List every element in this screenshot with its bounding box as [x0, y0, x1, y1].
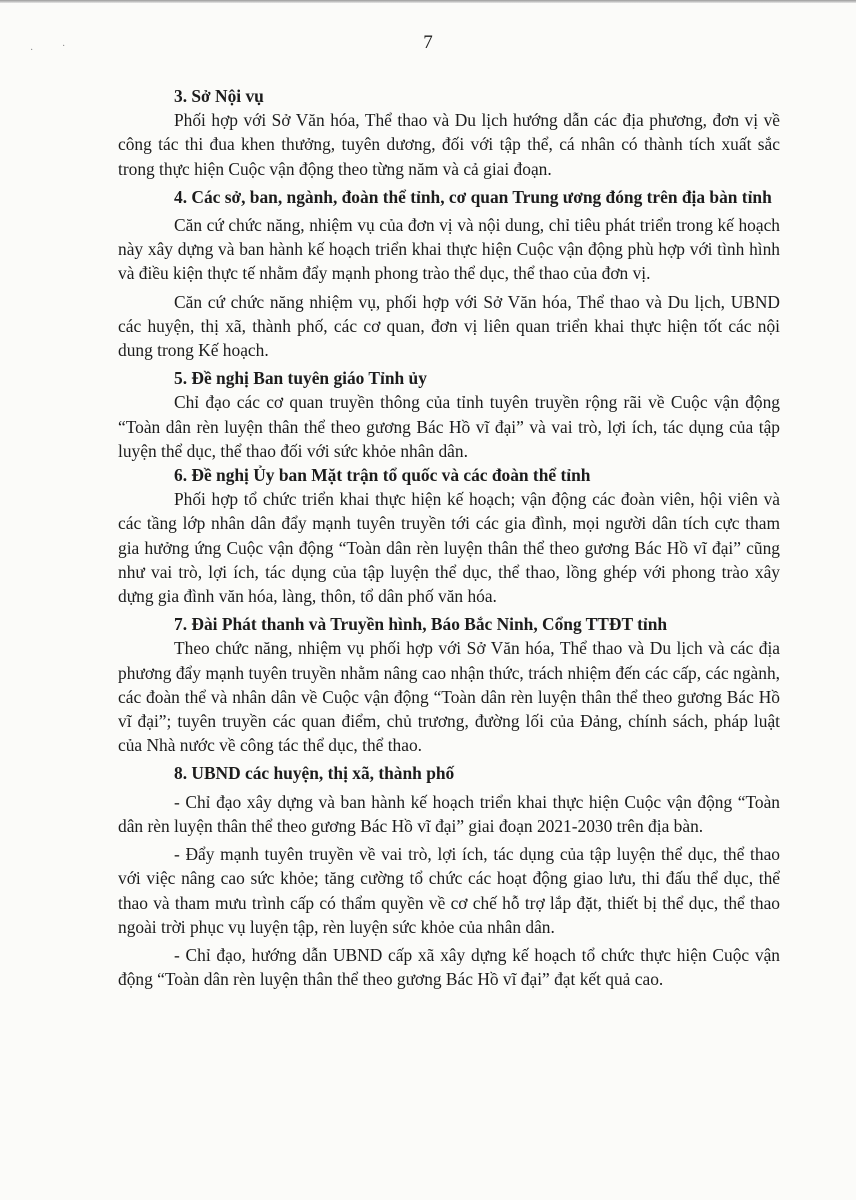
document-body [118, 84, 780, 991]
paragraph: Căn cứ chức năng, nhiệm vụ của đơn vị và nội dung, chỉ tiêu phát triển trong kế hoạch này xây dựng và ban hành kế hoạch triển khai thực hiện Cuộc vận động phù hợp với tình hình và điều kiện thực tế nhằm đẩy mạnh phong trào thể dục, thể thao của đơn vị. [118, 215, 780, 284]
page-number: 7 [423, 32, 433, 53]
paragraph: Phối hợp với Sở Văn hóa, Thể thao và Du lịch hướng dẫn các địa phương, đơn vị về công tác thi đua khen thưởng, tuyên dương, đối với tập thể, cá nhân có thành tích xuất sắc trong thực hiện Cuộc vận động theo từng năm và cả giai đoạn. [118, 110, 780, 179]
scan-top-edge [0, 0, 856, 3]
paragraph: Theo chức năng, nhiệm vụ phối hợp với Sở Văn hóa, Thể thao và Du lịch và các địa phương đẩy mạnh tuyên truyền nhằm nâng cao nhận thức, trách nhiệm đến các cấp, các ngành, các đoàn thể và nhân dân về Cuộc vận động “Toàn dân rèn luyện thân thể theo gương Bác Hồ vĩ đại”; tuyên truyền các quan điểm, chủ trương, đường lối của Đảng, chính sách, pháp luật của Nhà nước về công tác thể dục, thể thao. [118, 638, 780, 756]
paragraph: - Đẩy mạnh tuyên truyền về vai trò, lợi ích, tác dụng của tập luyện thể dục, thể thao với việc nâng cao sức khỏe; tăng cường tổ chức các hoạt động giao lưu, thi đấu thể dục, thể thao và tham mưu trình cấp có thẩm quyền về cơ chế hỗ trợ lắp đặt, thiết bị thể dục, thể thao ngoài trời phục vụ luyện tập, rèn luyện sức khỏe của nhân dân. [118, 844, 780, 937]
paragraph: Phối hợp tổ chức triển khai thực hiện kế hoạch; vận động các đoàn viên, hội viên và các tầng lớp nhân dân đẩy mạnh tuyên truyền tới các gia đình, mọi người dân tích cực tham gia hưởng ứng Cuộc vận động “Toàn dân rèn luyện thân thể theo gương Bác Hồ vĩ đại” cũng như vai trò, lợi ích, tác dụng của tập luyện thể dục, thể thao, lồng ghép với phong trào xây dựng gia đình văn hóa, làng, thôn, tổ dân phố văn hóa. [118, 489, 780, 607]
section-heading: 5. Đề nghị Ban tuyên giáo Tỉnh ủy [174, 368, 427, 389]
section-heading: 3. Sở Nội vụ [174, 86, 264, 106]
section-heading: 7. Đài Phát thanh và Truyền hình, Báo Bắc Ninh, Cổng TTĐT tỉnh [174, 614, 668, 635]
paragraph: - Chỉ đạo, hướng dẫn UBND cấp xã xây dựng kế hoạch tổ chức thực hiện Cuộc vận động “Toàn dân rèn luyện thân thể theo gương Bác Hồ vĩ đại” đạt kết quả cao. [118, 944, 780, 990]
paragraph: Chỉ đạo các cơ quan truyền thông của tỉnh tuyên truyền rộng rãi về Cuộc vận động “Toàn dân rèn luyện thân thể theo gương Bác Hồ vĩ đại” và vai trò, lợi ích, tác dụng của tập luyện thể dục, thể thao đối với sức khỏe nhân dân. [118, 392, 780, 461]
section-heading: 6. Đề nghị Ủy ban Mặt trận tổ quốc và các đoàn thể tỉnh [174, 465, 591, 486]
scan-speck: · [30, 45, 34, 56]
paragraph: - Chỉ đạo xây dựng và ban hành kế hoạch triển khai thực hiện Cuộc vận động “Toàn dân rèn luyện thân thể theo gương Bác Hồ vĩ đại” giai đoạn 2021-2030 trên địa bàn. [118, 791, 780, 836]
section-heading: 8. UBND các huyện, thị xã, thành phố [174, 763, 455, 784]
section-heading: 4. Các sở, ban, ngành, đoàn thể tỉnh, cơ quan Trung ương đóng trên địa bàn tỉnh [174, 186, 772, 207]
scan-speck: · [62, 41, 66, 52]
paragraph: Căn cứ chức năng nhiệm vụ, phối hợp với Sở Văn hóa, Thể thao và Du lịch, UBND các huyện, thị xã, thành phố, các cơ quan, đơn vị liên quan triển khai thực hiện tốt các nội dung trong Kế hoạch. [118, 291, 780, 361]
